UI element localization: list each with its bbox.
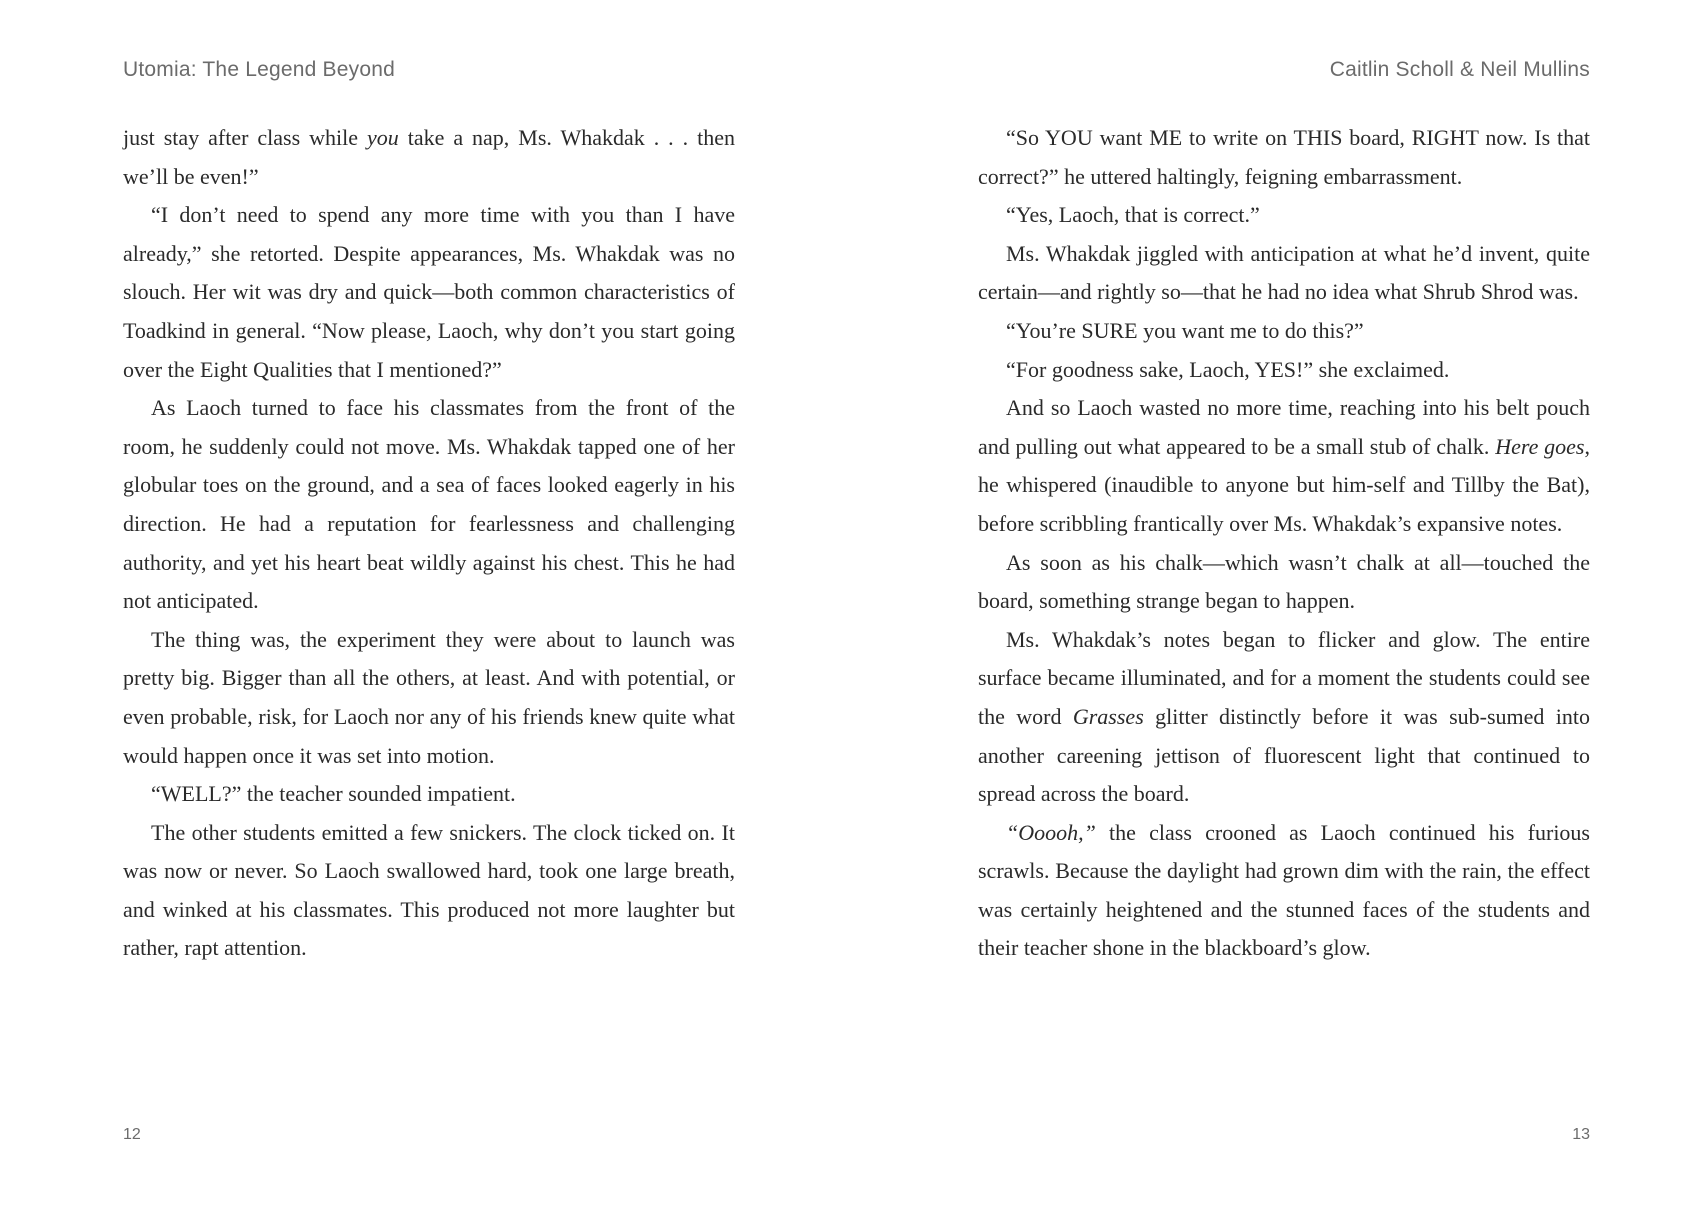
paragraph (123, 119, 735, 196)
paragraph-text: the class crooned as Laoch continued his furious scrawls. Because the daylight had grown dim with the rain, the effect was certainly heightened and the stunned faces of the students and their teacher shone in the blackboard’s glow. (978, 819, 1590, 961)
page-number-right: 13 (1572, 1126, 1590, 1143)
paragraph (978, 814, 1590, 968)
paragraph (123, 775, 735, 814)
paragraph-text: And so Laoch wasted no more time, reaching into his belt pouch and pulling out what appeared to be a small stub of chalk. (978, 395, 1590, 459)
body-text-right (978, 119, 1590, 968)
paragraph (123, 814, 735, 968)
right-page (850, 0, 1700, 1214)
page-number-left: 12 (123, 1126, 141, 1143)
running-head-book-title: Utomia: The Legend Beyond (123, 58, 395, 81)
paragraph-text: As soon as his chalk—which wasn’t chalk at all—touched the board, something strange began to happen. (978, 549, 1590, 614)
paragraph-text: As Laoch turned to face his classmates from the front of the room, he suddenly could not move. Ms. Whakdak tapped one of her globular toes on the ground, and a sea of faces looked eagerly in his direction. He had a reputation for fearlessness and challenging authority, and yet his heart beat wildly against his chest. This he had not anticipated. (123, 395, 735, 614)
paragraph-text: “Yes, Laoch, that is correct.” (1006, 202, 1260, 228)
paragraph (978, 119, 1590, 196)
paragraph (978, 621, 1590, 814)
paragraph (978, 196, 1590, 235)
paragraph-text: “WELL?” the teacher sounded impatient. (151, 781, 516, 807)
paragraph-text: take a nap, Ms. Whakdak . . . then we’ll be even!” (123, 125, 735, 189)
body-text-left (123, 119, 735, 968)
paragraph-text: “For goodness sake, Laoch, YES!” she exclaimed. (1006, 356, 1450, 382)
paragraph-text: just stay after class while (123, 125, 367, 150)
paragraph (123, 621, 735, 775)
paragraph-italic: “Ooooh,” (1006, 819, 1096, 845)
paragraph-text: glitter distinctly before it was sub-sumed into another careening jettison of fluorescent light that continued to spread across the board. (978, 703, 1591, 807)
paragraph-text: “So YOU want ME to write on THIS board, RIGHT now. Is that correct?” he uttered haltingly, feigning embarrassment. (978, 125, 1590, 189)
paragraph-text: The other students emitted a few snickers. The clock ticked on. It was now or never. So Laoch swallowed hard, took one large breath, and winked at his classmates. This produced not more laughter but rather, rapt attention. (123, 819, 735, 961)
paragraph-text: Ms. Whakdak jiggled with anticipation at what he’d invent, quite certain—and rightly so—that he had no idea what Shrub Shrod was. (978, 240, 1590, 305)
paragraph (978, 351, 1590, 390)
paragraph-italic: Here goes (1495, 433, 1585, 459)
paragraph (978, 544, 1590, 621)
paragraph-text: “I don’t need to spend any more time with you than I have already,” she retorted. Despite appearances, Ms. Whakdak was no slouch. Her wit was dry and quick—both common characteristics of Toadkind in general. “Now please, Laoch, why don’t you start going over the Eight Qualities that I mentioned?” (123, 202, 735, 382)
running-head-authors: Caitlin Scholl & Neil Mullins (1329, 58, 1590, 81)
paragraph (978, 312, 1590, 351)
paragraph-text: , he whispered (inaudible to anyone but him-self and Tillby the Bat), before scribbling frantically over Ms. Whakdak’s expansive notes. (978, 433, 1590, 536)
paragraph (978, 235, 1590, 312)
paragraph-text: The thing was, the experiment they were about to launch was pretty big. Bigger than all the others, at least. And with potential, or even probable, risk, for Laoch nor any of his friends knew quite what would happen once it was set into motion. (123, 626, 735, 768)
paragraph-italic: you (366, 125, 399, 150)
paragraph-text: Ms. Whakdak’s notes began to flicker and glow. The entire surface became illuminated, and for a moment the students could see the word (978, 626, 1590, 729)
paragraph (978, 389, 1590, 543)
paragraph (123, 196, 735, 389)
paragraph-text: “You’re SURE you want me to do this?” (1006, 317, 1364, 343)
paragraph-italic: Grasses (1072, 703, 1144, 729)
paragraph (123, 389, 735, 621)
